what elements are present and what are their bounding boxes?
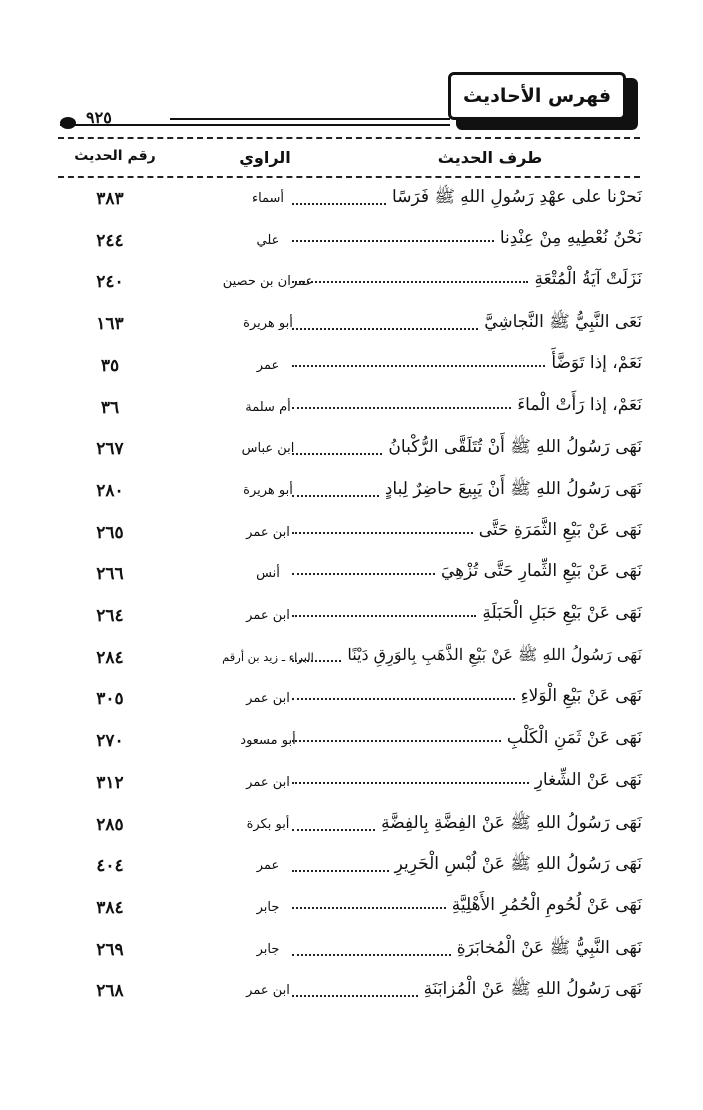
narrator-name: أبو بكرة	[246, 816, 290, 832]
hadith-incipit	[292, 770, 642, 790]
table-row	[50, 558, 650, 598]
leader-dots	[292, 532, 473, 534]
table-row	[50, 392, 650, 432]
table-row	[50, 225, 650, 265]
narrator-name: ابن عمر	[246, 774, 290, 790]
hadith-number: ٢٤٠	[96, 272, 124, 293]
hadith-number: ٢٨٠	[96, 480, 124, 501]
hadith-incipit	[292, 853, 642, 878]
hadith-text: نَهَى عَنْ بَيْعِ الْوَلاءِ	[520, 686, 642, 707]
header-dotted-rule	[58, 137, 640, 139]
leader-dots	[292, 453, 382, 455]
hadith-number: ٢٦٨	[96, 981, 124, 1002]
hadith-incipit	[292, 478, 642, 503]
narrator-name: ابن عباس	[241, 441, 295, 457]
narrator-name: ابن عمر	[246, 524, 290, 540]
table-row	[50, 475, 650, 515]
title-box-front	[448, 72, 626, 120]
leader-dots	[292, 365, 545, 367]
leader-dots	[292, 281, 528, 283]
table-row	[50, 809, 650, 849]
hadith-incipit	[292, 228, 642, 248]
section-title-box	[448, 72, 634, 126]
leader-dots	[292, 240, 494, 242]
narrator-name: أنس	[256, 566, 280, 582]
narrator-name: عمران بن حصين	[222, 274, 314, 290]
hadith-number: ٣٥	[100, 355, 120, 376]
leader-dots	[292, 495, 379, 497]
hadith-text: نَعَى النَّبِيُّ ﷺ النَّجاشِيَّ	[484, 312, 642, 333]
narrator-name: جابر	[256, 941, 280, 957]
hadith-number: ١٦٣	[96, 314, 124, 335]
hadith-text: نَهَى عَنْ الشِّغارِ	[534, 769, 642, 790]
hadith-number: ٣٨٣	[96, 189, 124, 209]
hadith-text: نَزَلَتْ آيَةُ الْمُتْعَةِ	[534, 269, 642, 290]
header-rule-top	[170, 118, 450, 120]
hadith-text: نَهَى رَسُولُ اللهِ ﷺ عَنْ الْمُزابَنَةِ	[423, 979, 642, 1000]
table-row	[50, 725, 650, 765]
narrator-name: عمر	[256, 357, 280, 373]
hadith-incipit	[292, 520, 642, 540]
narrator-name: أبو مسعود	[240, 733, 296, 749]
leader-dots	[292, 782, 529, 784]
hadith-number: ٤٠٤	[96, 856, 124, 877]
hadith-incipit	[292, 436, 642, 461]
narrator-name: أبو هريرة	[243, 482, 293, 498]
hadith-number: ٢٧٠	[96, 731, 124, 752]
table-row	[50, 892, 650, 932]
section-title: فهرس الأحاديث	[462, 85, 612, 107]
leader-dots	[292, 954, 451, 956]
hadith-incipit	[292, 895, 642, 915]
columns-dotted-rule	[58, 176, 640, 178]
table-row	[50, 850, 650, 890]
hadith-number: ٢٦٦	[96, 564, 124, 585]
header-dot-ornament	[60, 117, 76, 129]
table-row	[50, 767, 650, 807]
hadith-incipit	[292, 395, 642, 415]
hadith-incipit	[292, 353, 642, 373]
leader-dots	[292, 907, 446, 909]
leader-dots	[292, 407, 511, 409]
hadith-text: نَهَى عَنْ بَيْعِ حَبَلِ الْحَبَلَةِ	[482, 603, 642, 623]
hadith-text: نَهَى رَسُولُ اللهِ ﷺ عَنْ لُبْسِ الْحَرِيرِ	[394, 854, 642, 875]
hadith-number: ٣١٢	[96, 772, 124, 793]
hadith-text: نَهَى رَسُولُ اللهِ ﷺ عَنْ الفِضَّةِ بِالفِضَّةِ	[381, 812, 642, 833]
hadith-number: ٢٦٧	[96, 439, 124, 460]
table-row	[50, 266, 650, 306]
hadith-text: نَعَمْ، إذا تَوَضَّأَ	[551, 352, 642, 373]
table-row	[50, 642, 650, 682]
hadith-number: ٢٨٥	[96, 814, 124, 835]
table-row	[50, 183, 650, 223]
hadith-number: ٣٨٤	[96, 897, 124, 918]
hadith-number: ٢٦٤	[96, 606, 124, 626]
leader-dots	[292, 740, 501, 742]
narrator-name: أم سلمة	[245, 399, 291, 415]
hadith-incipit	[292, 269, 642, 289]
hadith-text: نَعَمْ، إذا رَأَتْ الْماءَ	[517, 394, 642, 415]
table-row	[50, 350, 650, 390]
narrator-name: ابن عمر	[246, 983, 290, 999]
hadith-incipit	[292, 603, 642, 623]
leader-dots	[292, 870, 389, 872]
leader-dots	[292, 203, 386, 205]
header-rule-bottom	[60, 124, 450, 126]
hadith-text: نَحْنُ نُعْطِيهِ مِنْ عِنْدِنا	[499, 227, 642, 248]
hadith-incipit	[292, 186, 642, 211]
hadith-text: نَهَى عَنْ بَيْعِ الثِّمارِ حَتَّى تُزْهِيَ	[440, 561, 642, 582]
narrator-name: جابر	[256, 899, 280, 915]
leader-dots	[292, 995, 418, 997]
hadith-incipit	[292, 978, 642, 1003]
hadith-number: ٢٤٤	[96, 230, 124, 251]
hadith-number: ٢٨٤	[96, 647, 124, 668]
narrator-name: أبو هريرة	[243, 316, 293, 332]
table-row	[50, 600, 650, 640]
hadith-incipit	[292, 645, 642, 668]
hadith-text: نَهَى عَنْ بَيْعِ الثَّمَرَةِ حَتَّى	[478, 519, 642, 540]
table-row	[50, 683, 650, 723]
hadith-number: ٣٦	[100, 397, 120, 418]
table-row	[50, 433, 650, 473]
hadith-incipit	[292, 728, 642, 748]
table-row	[50, 934, 650, 974]
column-header-number: رقم الحديث	[74, 148, 156, 164]
leader-dots	[292, 573, 435, 575]
hadith-incipit	[292, 561, 642, 581]
hadith-number: ٣٠٥	[96, 689, 124, 710]
hadith-text: نَهَى رَسُولُ اللهِ ﷺ أَنْ يَبِيعَ حاضِرٌ لِبادٍ	[384, 478, 642, 499]
leader-dots	[292, 328, 478, 330]
page-number: ٩٢٥	[86, 108, 112, 127]
hadith-number: ٢٦٩	[96, 939, 124, 960]
hadith-text: نَهَى النَّبِيُّ ﷺ عَنْ الْمُخابَرَةِ	[456, 937, 642, 958]
hadith-text: نَهَى رَسُولُ اللهِ ﷺ أَنْ تُتَلَقَّى الرُّكْبانُ	[388, 437, 642, 458]
hadith-text: نَهَى عَنْ ثَمَنِ الْكَلْبِ	[506, 728, 642, 749]
hadith-incipit	[292, 812, 642, 837]
leader-dots	[292, 615, 476, 617]
narrator-name: البراء ـ زيد بن أرقم	[222, 649, 314, 664]
hadith-text: نَهَى رَسُولُ اللهِ ﷺ عَنْ بَيْعِ الذَّهَبِ بِالوَرِقِ دَيْنًا	[347, 644, 642, 664]
column-header-hadith: طرف الحديث	[437, 148, 543, 167]
hadith-incipit	[292, 686, 642, 706]
narrator-name: عمر	[256, 858, 280, 874]
hadith-incipit	[292, 937, 642, 962]
leader-dots	[292, 660, 341, 662]
table-row	[50, 517, 650, 557]
hadith-text: نَهَى عَنْ لُحُومِ الْحُمُرِ الأَهْلِيَّةِ	[451, 894, 642, 915]
narrator-name: ابن عمر	[246, 691, 290, 707]
narrator-name: علي	[256, 232, 280, 248]
hadith-text: نَحرْنا على عهْدِ رَسُولِ اللهِ ﷺ فَرَسًا	[392, 187, 642, 207]
table-row	[50, 308, 650, 348]
hadith-number: ٢٦٥	[96, 522, 124, 543]
leader-dots	[292, 698, 515, 700]
hadith-incipit	[292, 311, 642, 336]
narrator-name: ابن عمر	[246, 608, 290, 623]
table-row	[50, 975, 650, 1015]
narrator-name: أسماء	[251, 191, 285, 206]
column-header-narrator: الراوي	[239, 148, 291, 167]
leader-dots	[292, 829, 375, 831]
